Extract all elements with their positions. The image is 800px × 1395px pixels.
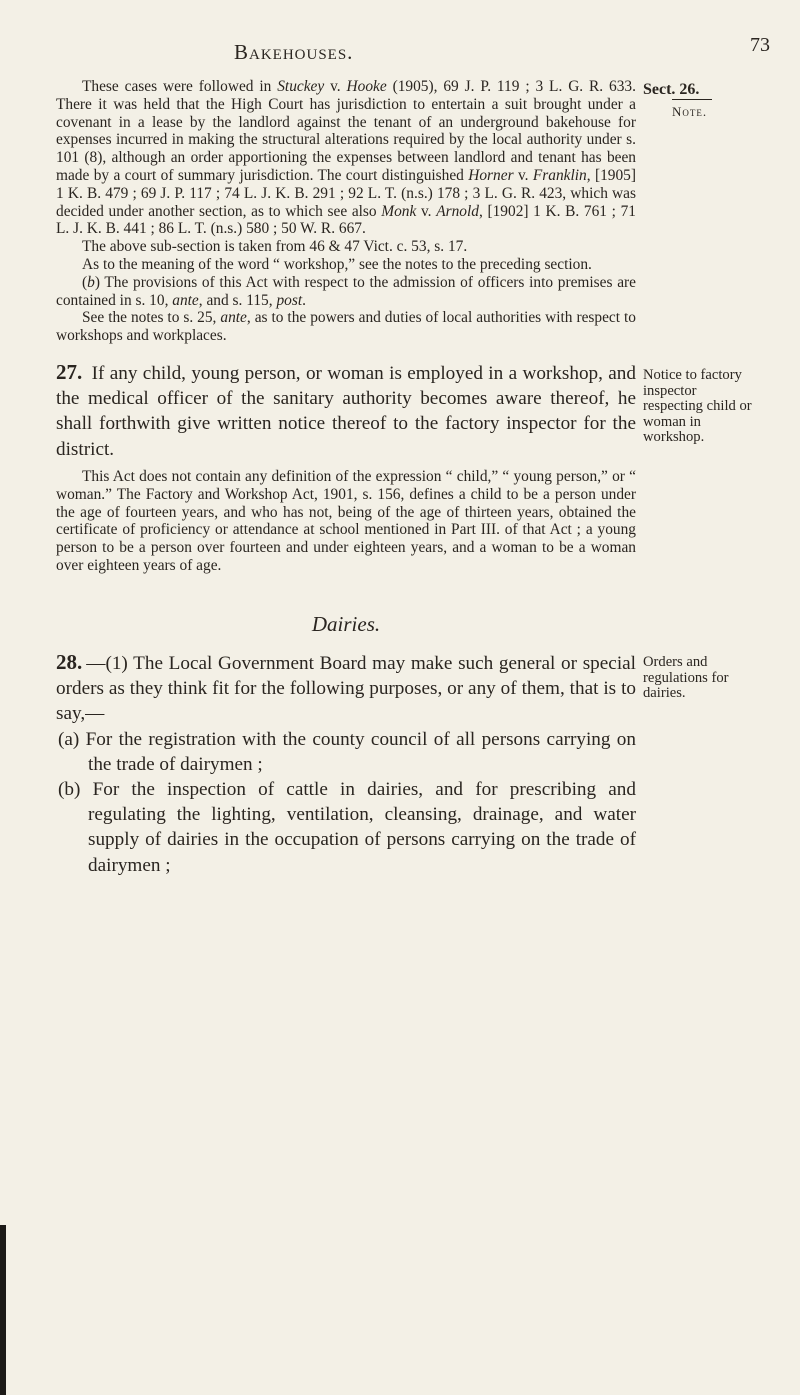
italic-text: Monk xyxy=(381,202,417,220)
text-run: See the notes to s. 25, xyxy=(82,309,221,327)
list-item: (b) For the inspection of cattle in dairies, and for prescribing and regulating the lighting, ventilation, cleansing, drainage, and water supply of dairies in the occupation of persons carrying on the trade of dairymen ; xyxy=(58,779,636,876)
section-28-list xyxy=(56,727,636,878)
section-28-intro: —(1) The Local Government Board may make such general or special orders as they think fit for the following purposes, or any of them, that is to say,— xyxy=(56,653,636,725)
italic-text: b xyxy=(87,273,95,291)
note-paragraph-workshop: As to the meaning of the word “ workshop,” see the notes to the preceding section. xyxy=(82,255,592,273)
italic-text: Hooke xyxy=(346,78,387,95)
section-27-note-text: This Act does not contain any definition of the expression “ child,” “ young person,” or “ woman.” The Factory and Workshop Act, 1901, s. 156, defines a child to be a person under the age of fourteen years, and who has not, being of the age of thirteen years, obtained the certificate of proficiency or attendance at school mentioned in Part III. of that Act ; a young person to be a person over fourteen and under eighteen years, and a woman to be a woman over eighteen years of age. xyxy=(56,468,636,574)
text-run: ) The provisions of this Act with respect to the admission of officers into premises are contained in s. 10, xyxy=(56,273,636,309)
italic-text: post xyxy=(276,291,303,309)
section-27-text: If any child, young person, or woman is employed in a workshop, and the medical officer of the sanitary authority becomes aware thereof, he shall forthwith give written notice thereof to the factory inspector for the district. xyxy=(56,363,636,460)
text-run: . xyxy=(302,291,306,309)
text-run: v. xyxy=(324,78,347,95)
note-paragraph-admission xyxy=(56,274,636,310)
section-reference: Sect. 26. xyxy=(643,81,700,98)
section-28 xyxy=(56,650,636,878)
note-paragraph-powers xyxy=(56,309,636,345)
text-run: , and s. 115, xyxy=(198,291,277,309)
text-run: , [1902] 1 K. B. 761 ; 71 L. J. K. B. 441 ; 86 L. T. (n.s.) 580 ; 50 W. R. 667. xyxy=(56,202,636,238)
text-run: These cases were followed in xyxy=(82,78,278,95)
text-run: ( xyxy=(82,273,88,291)
italic-text: Stuckey xyxy=(277,78,325,95)
binding-edge xyxy=(0,1225,6,1395)
italic-text: Arnold xyxy=(436,202,479,220)
italic-text: Franklin xyxy=(532,166,587,184)
margin-note-27: Notice to factory inspector respecting child or woman in workshop. xyxy=(643,367,752,446)
text-run: (1905), 69 J. P. 119 ; 3 L. G. R. 633. There it was held that the High Court has jurisdiction to entertain a suit brought under a covenant in a lease by the landlord against the tenant of an underground bakehouse for expenses incurred in making the structural alterations required by the local authority under s. 101 (8), although an order apportioning the expenses between landlord and tenant has been made by a court of summary jurisdiction. The court distinguished xyxy=(56,78,636,184)
text-run: , as to the powers and duties of local authorities with respect to workshops and workplaces. xyxy=(56,309,636,345)
list-item: (a) For the registration with the county council of all persons carrying on the trade of dairymen ; xyxy=(58,728,636,775)
section-number: 27. xyxy=(56,360,83,384)
section-number: 28. xyxy=(56,650,83,674)
note-section xyxy=(56,78,636,345)
note-paragraph-cases xyxy=(56,78,636,238)
text-run: v. xyxy=(513,166,533,184)
note-label: Note. xyxy=(672,99,712,120)
note-paragraph-source: The above sub-section is taken from 46 & 47 Vict. c. 53, s. 17. xyxy=(82,238,468,256)
dairies-heading: Dairies. xyxy=(311,612,381,636)
section-27 xyxy=(56,360,636,462)
section-27-note xyxy=(56,468,636,575)
italic-text: Horner xyxy=(468,166,514,184)
running-head: Bakehouses. xyxy=(234,40,354,64)
italic-text: ante xyxy=(172,291,199,309)
text-run: , [1905] 1 K. B. 479 ; 69 J. P. 117 ; 74 L. J. K. B. 291 ; 92 L. T. (n.s.) 178 ; 3 L. G. R. 423, which was decided under another section, as to which see also xyxy=(56,166,636,220)
page-number: 73 xyxy=(750,34,770,56)
text-run: v. xyxy=(416,202,437,220)
italic-text: ante xyxy=(220,309,247,327)
margin-note-28: Orders and regulations for dairies. xyxy=(643,654,729,702)
